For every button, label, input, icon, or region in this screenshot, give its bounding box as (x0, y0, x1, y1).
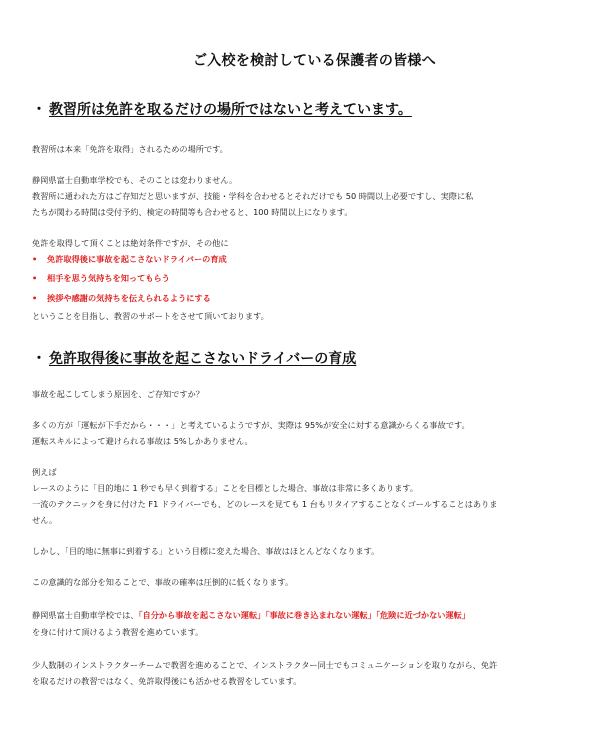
goal-list-item (32, 293, 211, 304)
section2-paragraph: 少人数制のインストラクターチームで教習を進めることで、インストラクター同士でもコミュニケーションを取りながら、免許 (32, 660, 498, 670)
section1-paragraph: 教習所に通われた方はご存知だと思いますが、技能・学科を合わせるとそれだけでも 50 時間以上必要ですし、実際に私 (32, 191, 474, 201)
section2-bullet: ・ (32, 351, 46, 367)
list-bullet: • (32, 293, 38, 303)
section1-paragraph: たちが関わる時間は受付予約、検定の時間等も合わせると、100 時間以上になります。 (32, 207, 353, 217)
highlight-phrase: 「危険に近づかない運転」 (375, 610, 471, 620)
section1-bullet: ・ (32, 102, 46, 118)
section2-heading (32, 348, 356, 368)
section2-paragraph: しかし、「目的地に無事に到着する」という目標に変えた場合、事故はほとんどなくなります。 (32, 546, 380, 556)
section2-heading-text: 免許取得後に事故を起こさないドライバーの育成 (49, 351, 357, 367)
section2-paragraph: この意識的な部分を知ることで、事故の確率は圧倒的に低くなります。 (32, 577, 294, 587)
section1-heading (32, 99, 412, 119)
goal-list-item (32, 273, 170, 284)
section2-paragraph: レースのように「目的地に 1 秒でも早く到着する」ことを目標とした場合、事故は非常に多くあります。 (32, 483, 418, 493)
list-bullet: • (32, 254, 38, 264)
section2-paragraph: 一流のテクニックを身に付けた F1 ドライバーでも、どのレースを見ても 1 台もリタイアすることなくゴールすることはありま (32, 499, 498, 509)
section1-paragraph: 静岡県富士自動車学校でも、そのことは変わりません。 (32, 175, 238, 185)
highlight-intro: 静岡県富士自動車学校では、 (32, 610, 139, 620)
section2-paragraph: を取るだけの教習ではなく、免許取得後にも活かせる教習をしています。 (32, 676, 302, 686)
highlight-phrase: 「事故に巻き込まれない運転」 (265, 610, 376, 620)
goal-list-item-text: 免許取得後に事故を起こさないドライバーの育成 (47, 254, 227, 264)
section2-paragraph: 例えば (32, 467, 57, 477)
page-title: ご入校を検討している保護者の皆様へ (192, 53, 437, 69)
goal-list-item-text: 挨拶や感謝の気持ちを伝えられるようにする (47, 293, 211, 303)
goal-list-item (32, 254, 227, 265)
section1-paragraph: 教習所は本来「免許を取得」されるための場所です。 (32, 144, 228, 154)
section1-paragraph: 免許を取得して頂くことは絶対条件ですが、その他に (32, 238, 229, 248)
section2-paragraph (32, 610, 470, 621)
section2-paragraph: 多くの方が「運転が下手だから・・・」と考えているようですが、実際は 95%が安全に対する意識からくる事故です。 (32, 420, 470, 430)
highlight-phrase: 「自分から事故を起こさない運転」 (138, 610, 266, 620)
section2-paragraph: を身に付けて頂けるよう教習を進めています。 (32, 627, 204, 637)
list-bullet: • (32, 273, 38, 283)
section1-paragraph: ということを目指し、教習のサポートをさせて頂いております。 (32, 311, 269, 321)
section2-paragraph: 運転スキルによって避けられる事故は 5%しかありません。 (32, 436, 253, 446)
section1-heading-text: 教習所は免許を取るだけの場所ではないと考えています。 (49, 102, 412, 118)
section2-paragraph: せん。 (32, 515, 58, 525)
section2-paragraph: 事故を起こしてしまう原因を、ご存知ですか？ (32, 389, 204, 399)
goal-list-item-text: 相手を思う気持ちを知ってもらう (47, 273, 170, 283)
